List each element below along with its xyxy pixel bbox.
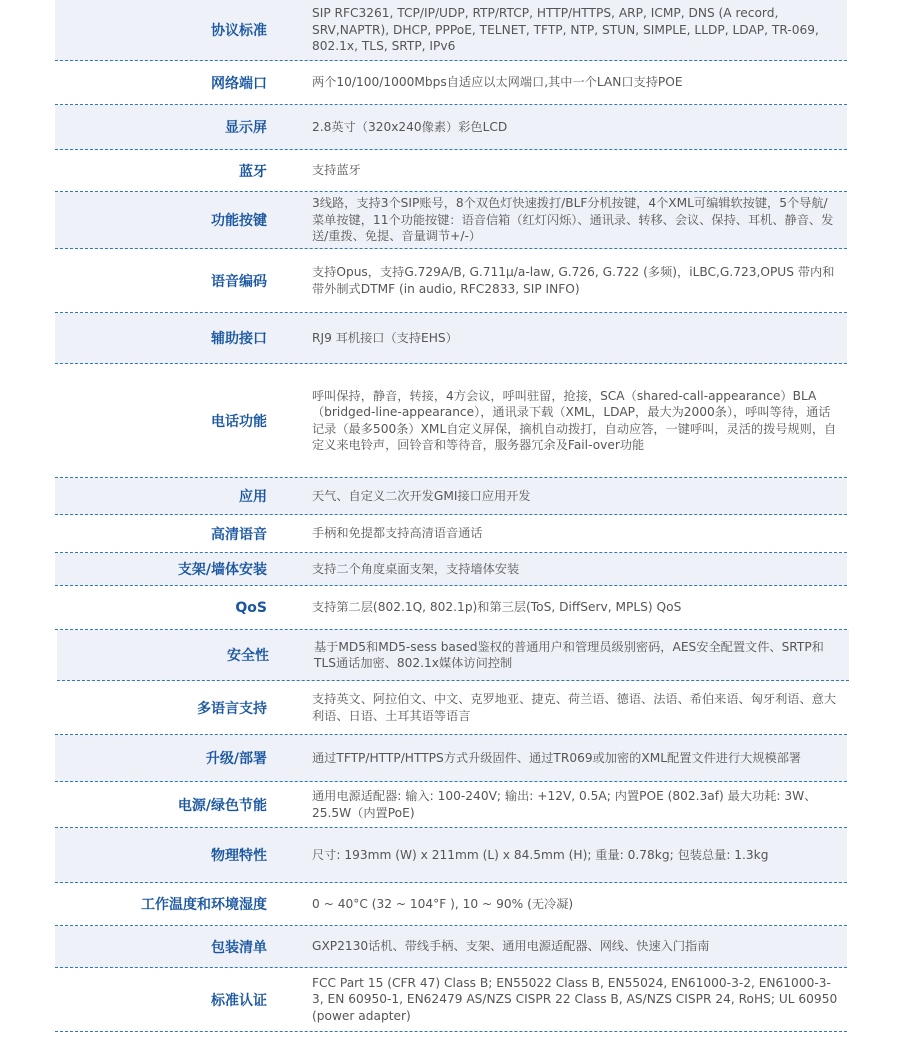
spec-value: SIP RFC3261, TCP/IP/UDP, RTP/RTCP, HTTP/HTTPS, ARP, ICMP, DNS (A record, SRV,NAPTR), DHCP, PPPoE, TELNET, TFTP, NTP, STUN, SIMPLE, LLDP, LDAP, TR-069, 802.1x, TLS, SRTP, IPv6 [312,6,819,54]
spec-label: 应用 [239,489,267,505]
spec-value: 支持蓝牙 [312,163,361,178]
spec-label: 标准认证 [211,992,267,1009]
spec-value: 手柄和免提都支持高清语音通话 [312,526,483,541]
spec-row-security [57,630,849,681]
spec-row-physical [55,828,847,883]
spec-label: 网络端口 [211,75,267,92]
spec-value: 支持二个角度桌面支架，支持墙体安装 [312,561,520,576]
spec-row-phone-features [55,364,847,478]
spec-value: 呼叫保持，静音，转接，4方会议，呼叫驻留，抢接，SCA（shared-call-appearance）BLA（bridged-line-appearance），通讯录下载（XML，LDAP，最大为2000条），呼叫等待，通话记录（最多500条）XML自定义屏保，摘机自动拨打，自动应答，一键呼叫，灵活的拨号规则，自定义来电铃声，回铃音和等待音，服务器冗余及Fail-over功能 [312,388,837,452]
spec-value: 尺寸: 193mm (W) x 211mm (L) x 84.5mm (H); 重量: 0.78kg; 包装总量: 1.3kg [312,847,769,862]
spec-value: 2.8英寸（320x240像素）彩色LCD [312,119,508,134]
spec-label: 电源/绿色节能 [177,797,267,814]
spec-row-qos [55,586,847,630]
spec-label: 辅助接口 [211,331,267,347]
spec-value: 基于MD5和MD5-sess based鉴权的普通用户和管理员级别密码，AES安全配置文件、SRTP和TLS通话加密、802.1x媒体访问控制 [314,639,824,670]
spec-row-function-keys [55,192,847,249]
spec-row-display [55,105,847,150]
spec-label: QoS [235,599,267,616]
spec-row-package-contents [55,926,847,968]
spec-value: 通过TFTP/HTTP/HTTPS方式升级固件、通过TR069或加密的XML配置文件进行大规模部署 [312,750,802,765]
spec-value: FCC Part 15 (CFR 47) Class B; EN55022 Class B, EN55024, EN61000-3-2, EN61000-3-3, EN 60950-1, EN62479 AS/NZS CISPR 22 Class B, AS/NZS CISPR 24, RoHS; UL 60950 (power adapter) [312,975,838,1023]
spec-value: 支持Opus，支持G.729A/B, G.711μ/a-law, G.726, G.722 (多频)，iLBC,G.723,OPUS 带内和带外制式DTMF (in audio, RFC2833, SIP INFO) [312,265,835,296]
spec-value: GXP2130话机、带线手柄、支架、通用电源适配器、网线、快速入门指南 [312,939,710,954]
spec-label: 升级/部署 [205,751,267,767]
spec-row-bluetooth [55,150,847,192]
spec-label: 蓝牙 [239,163,267,180]
spec-label: 电话功能 [211,413,267,430]
spec-row-aux-port [55,313,847,364]
spec-row-voice-codec [55,249,847,313]
spec-value: 支持英文、阿拉伯文、中文、克罗地亚、捷克、荷兰语、德语、法语、希伯来语、匈牙利语、意大利语、日语、土耳其语等语言 [312,692,837,723]
spec-value: 通用电源适配器: 输入: 100-240V; 输出: +12V, 0.5A; 内置POE (802.3af) 最大功耗: 3W、25.5W（内置PoE) [312,789,817,820]
spec-label: 高清语音 [211,526,267,543]
spec-row-network-port [55,61,847,105]
spec-label: 包装清单 [211,939,267,956]
spec-row-certification [55,968,847,1032]
spec-value: 支持第二层(802.1Q, 802.1p)和第三层(ToS, DiffServ, MPLS) QoS [312,600,682,615]
spec-row-mounting [55,553,847,586]
spec-row-power [55,782,847,828]
spec-value: 0 ~ 40°C (32 ~ 104°F ), 10 ~ 90% (无冷凝) [312,896,574,911]
spec-row-environment [55,883,847,926]
spec-label: 多语言支持 [197,700,267,717]
spec-label: 语音编码 [211,273,267,290]
spec-label: 安全性 [227,648,269,664]
spec-row-applications [55,478,847,515]
spec-value: 3线路，支持3个SIP账号，8个双色灯快速拨打/BLF分机按键，4个XML可编辑软按键，5个导航/菜单按键，11个功能按键：语音信箱（红灯闪烁）、通讯录、转移、会议、保持、耳机、静音、发送/重拨、免提、音量调节+/-） [312,196,834,244]
spec-value: RJ9 耳机接口（支持EHS） [312,330,458,345]
spec-row-languages [55,681,847,735]
spec-label: 物理特性 [211,848,267,864]
spec-value: 两个10/100/1000Mbps自适应以太网端口,其中一个LAN口支持POE [312,75,683,90]
spec-label: 工作温度和环境湿度 [141,897,267,913]
spec-row-upgrade [55,735,847,782]
spec-value: 天气、自定义二次开发GMI接口应用开发 [312,488,531,503]
spec-row-protocol [55,0,847,61]
spec-label: 功能按键 [211,213,267,229]
spec-row-hd-voice [55,515,847,553]
spec-label: 协议标准 [211,23,267,39]
spec-label: 显示屏 [225,120,267,136]
spec-label: 支架/墙体安装 [177,562,267,578]
